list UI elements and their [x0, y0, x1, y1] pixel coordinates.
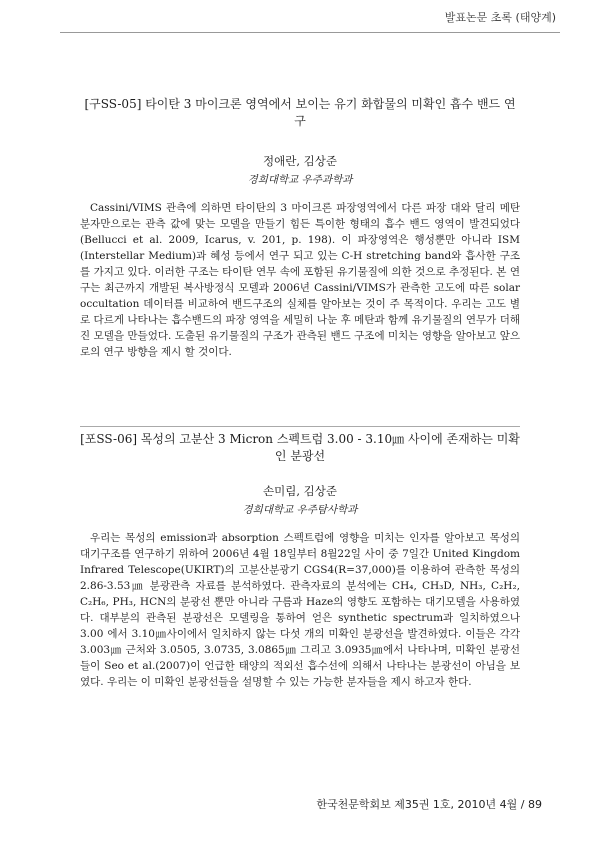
page-footer: 한국천문학회보 제35권 1호, 2010년 4월 / 89: [316, 798, 542, 811]
abstract-body: Cassini/VIMS 관측에 의하면 타이탄의 3 마이크론 파장영역에서 다른 파장 대와 달리 메탄 분자만으로는 관측 값에 맞는 모델을 만들기 힘든 특이한 형태의 흡수 밴드 영역이 발견되었다 (Bellucci et al. 2009, Icarus, v. 201, p. 198). 이 파장영역은 행성뿐만 아니라 ISM (Interstellar Medium)과 혜성 등에서 연구 되고 있는 C-H stretching band와 흡사한 구조를 가지고 있다. 이러한 구조는 타이탄 연무 속에 포함된 유기물질에 의한 것으로 추정된다. 본 연구는 최근까지 개발된 복사방정식 모델과 2006년 Cassini/VIMS가 관측한 고도에 따른 solar occultation 데이터를 비교하여 밴드구조의 실체를 알아보는 것이 주 목적이다. 우리는 고도 별로 다르게 나타나는 흡수밴드의 파장 영역을 세밀히 나눈 후 메탄과 함께 유기물질의 연무가 더해진 모델을 만들었다. 도출된 유기물질의 구조가 관측된 밴드 구조에 미치는 영향을 알아보고 앞으로의 연구 방향을 제시 할 것이다.: [80, 202, 520, 358]
abstract-1: [80, 96, 520, 360]
abstract-authors: 손미림, 김상준: [263, 484, 337, 498]
abstract-2: [80, 426, 520, 690]
abstract-authors: 정애란, 김상준: [263, 154, 337, 168]
title-rule: [80, 426, 520, 427]
abstract-body: 우리는 목성의 emission과 absorption 스펙트럼에 영향을 미치는 인자를 알아보고 목성의 대기구조를 연구하기 위하여 2006년 4월 18일부터 8월22일 사이 중 7일간 United Kingdom Infrared Telescope(UKIRT)의 고분산분광기 CGS4(R=37,000)를 이용하여 관측한 목성의 2.86-3.53㎛ 분광관측 자료를 분석하였다. 관측자료의 분석에는 CH₄, CH₃D, NH₃, C₂H₂, C₂H₆, PH₃, HCN의 분광선 뿐만 아니라 구름과 Haze의 영향도 포함하는 대기모델을 사용하였다. 대부분의 관측된 분광선은 모델링을 통하여 얻은 synthetic spectrum과 일치하였으나 3.00 에서 3.10㎛사이에서 일치하지 않는 다섯 개의 미확인 분광선을 발견하였다. 이들은 각각 3.003㎛ 근처와 3.0505, 3.0735, 3.0865㎛ 그리고 3.0935㎛에서 나타나며, 미확인 분광선들이 Seo et al.(2007)이 언급한 태양의 적외선 흡수선에 의해서 나타나는 분광선이 아님을 보였다. 우리는 이 미확인 분광선들을 설명할 수 있는 가능한 분자들을 제시 하고자 한다.: [80, 532, 520, 688]
abstract-affiliation: 경희대학교 우주과학과: [247, 174, 353, 186]
abstract-affiliation: 경희대학교 우주탐사학과: [242, 504, 358, 516]
abstract-title: [포SS-06] 목성의 고분산 3 Micron 스펙트럼 3.00 - 3.10㎛ 사이에 존재하는 미확인 분광선: [80, 432, 520, 463]
header-rule: [60, 32, 560, 33]
abstract-title: [구SS-05] 타이탄 3 마이크론 영역에서 보이는 유기 화합물의 미확인 흡수 밴드 연구: [84, 97, 516, 128]
running-header: 발표논문 초록 (태양계): [444, 11, 556, 24]
